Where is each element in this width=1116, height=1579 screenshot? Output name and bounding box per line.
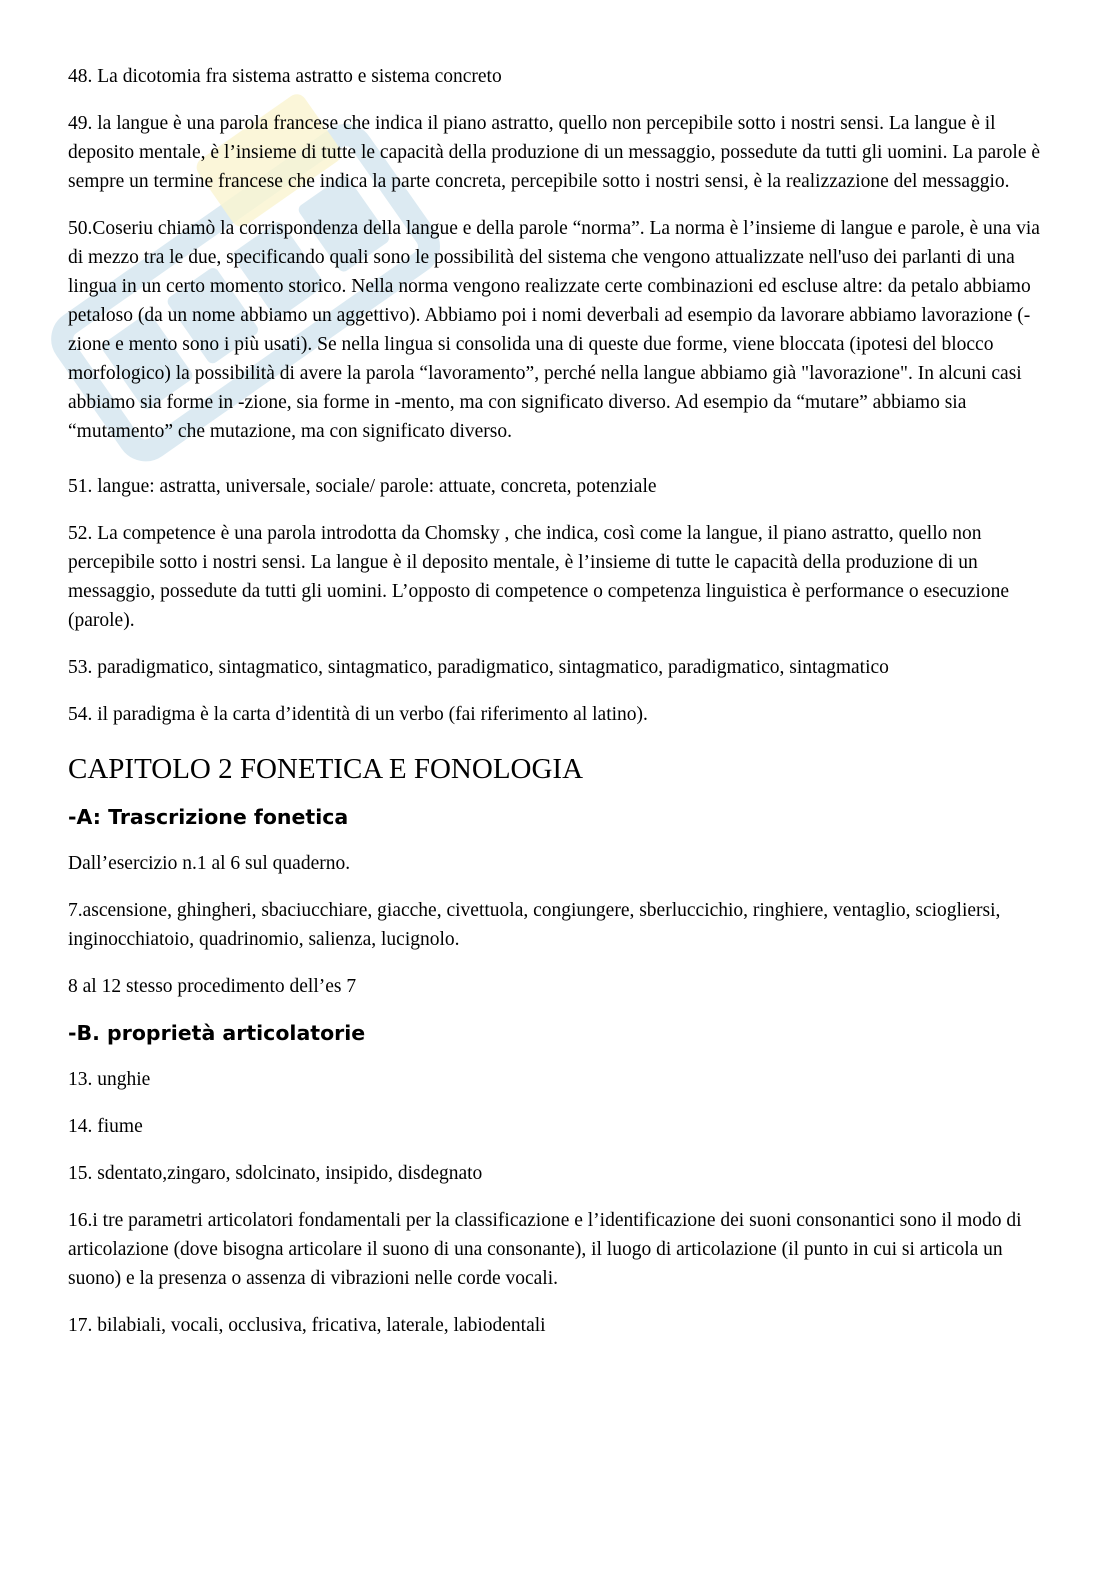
section-b-paragraph: 13. unghie [68, 1069, 151, 1090]
chapter-title: CAPITOLO 2 FONETICA E FONOLOGIA [68, 753, 584, 785]
answer-49: 49. la langue è una parola francese che indica il piano astratto, quello non percepibile sotto i nostri sensi. La langue è il deposito mentale, è l’insieme di tutte le capacità della produzione di un messaggio, possedute da tutti gli uomini. La parole è sempre un termine francese che indica la parte concreta, percepibile sotto i nostri sensi, è la realizzazione del messaggio. [68, 113, 1041, 192]
section-a-paragraph: Dall’esercizio n.1 al 6 sul quaderno. [68, 853, 351, 874]
answer-51: 51. langue: astratta, universale, sociale/ parole: attuate, concreta, potenziale [68, 476, 657, 497]
section-b-title: -B. proprietà articolatorie [68, 1021, 366, 1045]
answer-54: 54. il paradigma è la carta d’identità di un verbo (fai riferimento al latino). [68, 704, 648, 725]
section-b-paragraph: 17. bilabiali, vocali, occlusiva, fricativa, laterale, labiodentali [68, 1315, 546, 1336]
answer-48: 48. La dicotomia fra sistema astratto e sistema concreto [68, 66, 502, 87]
section-b-paragraph: 16.i tre parametri articolatori fondamentali per la classificazione e l’identificazione dei suoni consonantici sono il modo di articolazione (dove bisogna articolare il suono di una consonante), il luogo di articolazione (il punto in cui si articola un suono) e la presenza o assenza di vibrazioni nelle corde vocali. [68, 1210, 1022, 1289]
section-a-title: -A: Trascrizione fonetica [68, 805, 349, 829]
answer-50: 50.Coseriu chiamò la corrispondenza della langue e della parole “norma”. La norma è l’insieme di langue e parole, è una via di mezzo tra le due, specificando quali sono le possibilità del sistema che vengono attualizzate nell'uso dei parlanti di una lingua in un certo momento storico. Nella norma vengono realizzate certe combinazioni ed escluse altre: da petalo abbiamo petaloso (da un nome abbiamo un aggettivo). Abbiamo poi i nomi deverbali ad esempio da lavorare abbiamo lavorazione (-zione e mento sono i più usati). Se nella lingua si consolida una di queste due forme, viene bloccata (ipotesi del blocco morfologico) la possibilità di avere la parola “lavoramento”, perché nella langue abbiamo già "lavorazione". In alcuni casi abbiamo sia forme in -zione, sia forme in -mento, ma con significato diverso. Ad esempio da “mutare” abbiamo sia “mutamento” che mutazione, ma con significato diverso. [68, 218, 1040, 442]
answer-53: 53. paradigmatico, sintagmatico, sintagmatico, paradigmatico, sintagmatico, paradigmatico, sintagmatico [68, 657, 889, 678]
section-a-paragraph: 8 al 12 stesso procedimento dell’es 7 [68, 976, 357, 997]
section-b-paragraph: 14. fiume [68, 1116, 143, 1137]
section-b-paragraph: 15. sdentato,zingaro, sdolcinato, insipido, disdegnato [68, 1163, 483, 1184]
section-a-paragraph: 7.ascensione, ghingheri, sbaciucchiare, giacche, civettuola, congiungere, sberluccichio, ringhiere, ventaglio, sciogliersi, inginocchiatoio, quadrinomio, salienza, lucignolo. [68, 900, 1001, 950]
answer-52: 52. La competence è una parola introdotta da Chomsky , che indica, così come la langue, il piano astratto, quello non percepibile sotto i nostri sensi. La langue è il deposito mentale, è l’insieme di tutte le capacità della produzione di un messaggio, possedute da tutti gli uomini. L’opposto di competence o competenza linguistica è performance o esecuzione (parole). [68, 523, 1009, 631]
document-page [68, 62, 1048, 1358]
